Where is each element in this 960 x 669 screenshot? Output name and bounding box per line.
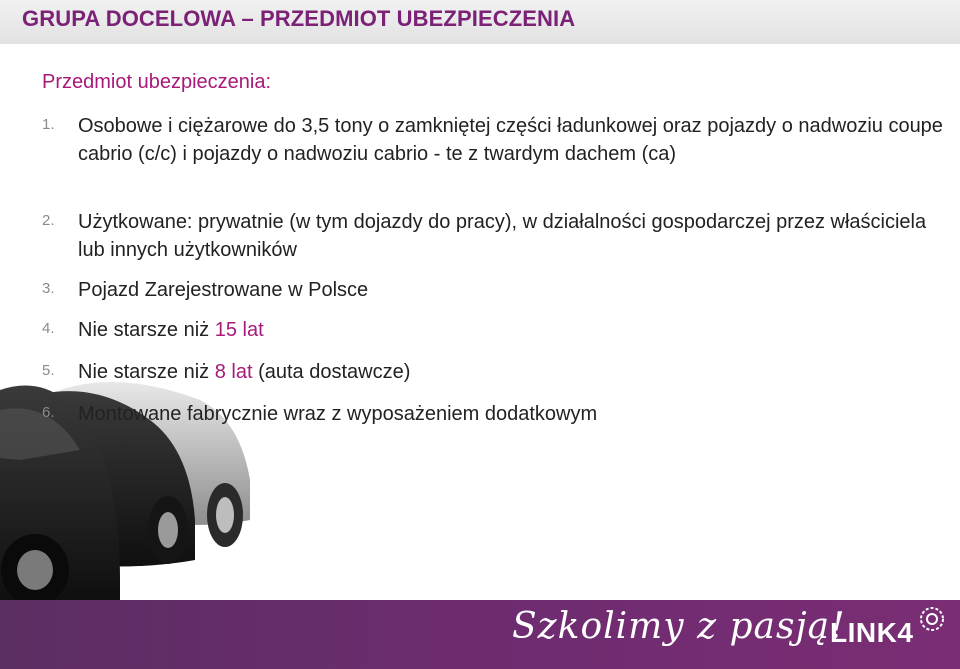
list-text-before: Nie starsze niż xyxy=(78,361,215,383)
footer-logo: LINK4 xyxy=(830,617,914,648)
list-number: 1. xyxy=(42,116,55,133)
highlight-age: 15 lat xyxy=(214,319,264,341)
list-number: 3. xyxy=(42,280,55,297)
list-text xyxy=(78,358,948,386)
list-number: 2. xyxy=(42,212,55,229)
list-text: Montowane fabrycznie wraz z wyposażeniem dodatkowym xyxy=(78,403,598,425)
list-text: Osobowe i ciężarowe do 3,5 tony o zamkniętej części ładunkowej oraz pojazdy o nadwoziu coupe cabrio (c/c) i pojazdy o nadwoziu cabrio - te z twardym dachem (ca) xyxy=(78,115,943,165)
list-text: Użytkowane: prywatnie (w tym dojazdy do pracy), w działalności gospodarczej przez właściciela lub innych użytkowników xyxy=(78,211,927,261)
list-number: 5. xyxy=(42,362,55,379)
list-text-after: (auta dostawcze) xyxy=(252,361,411,383)
list-number: 4. xyxy=(42,320,55,337)
section-subtitle: Przedmiot ubezpieczenia: xyxy=(42,71,272,93)
link4-logo-mark-icon xyxy=(917,604,947,634)
list-text xyxy=(78,316,948,344)
highlight-age: 8 lat xyxy=(214,361,253,383)
list-number: 6. xyxy=(42,404,55,421)
list-text: Pojazd Zarejestrowane w Polsce xyxy=(78,279,369,301)
list-text-before: Nie starsze niż xyxy=(78,319,215,341)
page-title: GRUPA DOCELOWA – PRZEDMIOT UBEZPIECZENIA xyxy=(22,6,576,31)
footer-slogan: Szkolimy z pasją! xyxy=(512,606,846,647)
